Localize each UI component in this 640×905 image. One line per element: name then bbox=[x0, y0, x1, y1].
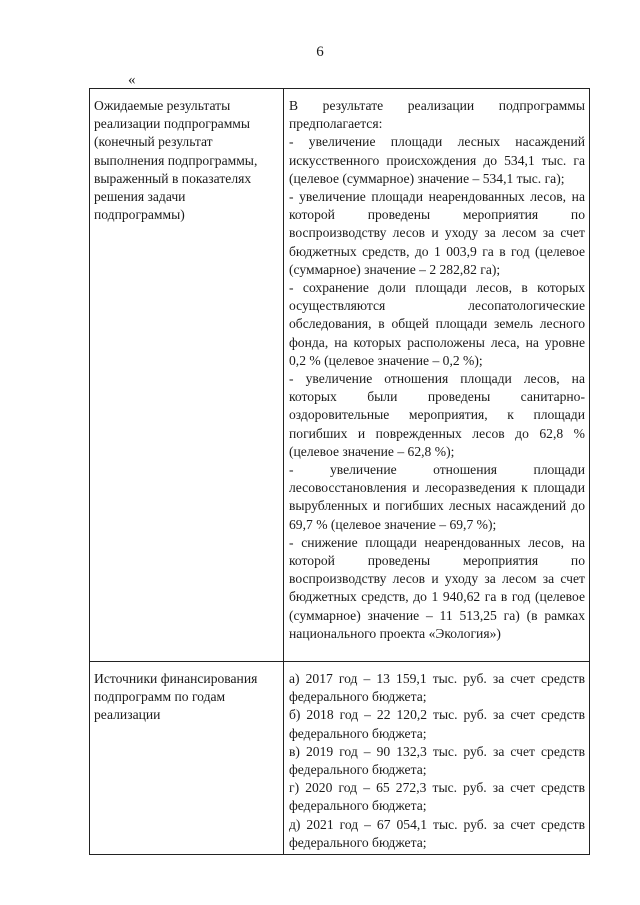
page-number: 6 bbox=[316, 44, 324, 60]
results-paragraph: - сохранение доли площади лесов, в которых осуществляются лесопатологические обследования, в общей площади земель лесного фонда, на которых расположены леса, на уровне 0,2 % (целевое значение – 0,2 %); bbox=[289, 280, 585, 368]
funding-sources-label: Источники финансирования подпрограмм по годам реализации bbox=[90, 662, 284, 855]
funding-sources-value bbox=[284, 662, 590, 855]
results-paragraph: - снижение площади неарендованных лесов, на которой проведены мероприятия по воспроизводству лесов и уходу за лесом за счет бюджетных средств, до 1 940,62 га в год (целевое (суммарное) значение – 11 513,25 га) (в рамках национального проекта «Экология») bbox=[289, 534, 585, 641]
table-row-expected-results bbox=[90, 89, 590, 662]
expected-results-value bbox=[284, 89, 590, 662]
results-paragraph: - увеличение площади лесных насаждений искусственного происхождения до 534,1 тыс. га (целевое (суммарное) значение – 534,1 тыс. га); bbox=[289, 134, 585, 186]
results-paragraph: - увеличение площади неарендованных лесов, на которой проведены мероприятия по воспроизводству лесов и уходу за лесом за счет бюджетных средств, до 1 003,9 га в год (целевое (суммарное) значение – 2 282,82 га); bbox=[289, 189, 585, 277]
subprogram-passport-table bbox=[89, 88, 590, 855]
opening-quote-mark: « bbox=[128, 72, 136, 88]
funding-paragraph: в) 2019 год – 90 132,3 тыс. руб. за счет средств федерального бюджета; bbox=[289, 743, 585, 778]
table-row-funding-sources bbox=[90, 662, 590, 855]
results-paragraph: - увеличение отношения площади лесов, на которых были проведены санитарно-оздоровительные мероприятия, к площади погибших и поврежденных лесов до 62,8 % (целевое значение – 62,8 %); bbox=[289, 371, 585, 459]
results-paragraph: В результате реализации подпрограммы предполагается: bbox=[289, 98, 585, 132]
funding-paragraph: д) 2021 год – 67 054,1 тыс. руб. за счет средств федерального бюджета; bbox=[289, 816, 585, 850]
funding-paragraph: а) 2017 год – 13 159,1 тыс. руб. за счет средств федерального бюджета; bbox=[289, 671, 585, 705]
expected-results-label: Ожидаемые результаты реализации подпрограммы (конечный результат выполнения подпрограммы, выраженный в показателях решения задачи подпрограммы) bbox=[90, 89, 284, 662]
results-paragraph: - увеличение отношения площади лесовосстановления и лесоразведения к площади вырубленных и погибших лесных насаждений до 69,7 % (целевое значение – 69,7 %); bbox=[289, 462, 585, 532]
funding-paragraph: г) 2020 год – 65 272,3 тыс. руб. за счет средств федерального бюджета; bbox=[289, 780, 585, 814]
funding-paragraph: б) 2018 год – 22 120,2 тыс. руб. за счет средств федерального бюджета; bbox=[289, 707, 585, 741]
